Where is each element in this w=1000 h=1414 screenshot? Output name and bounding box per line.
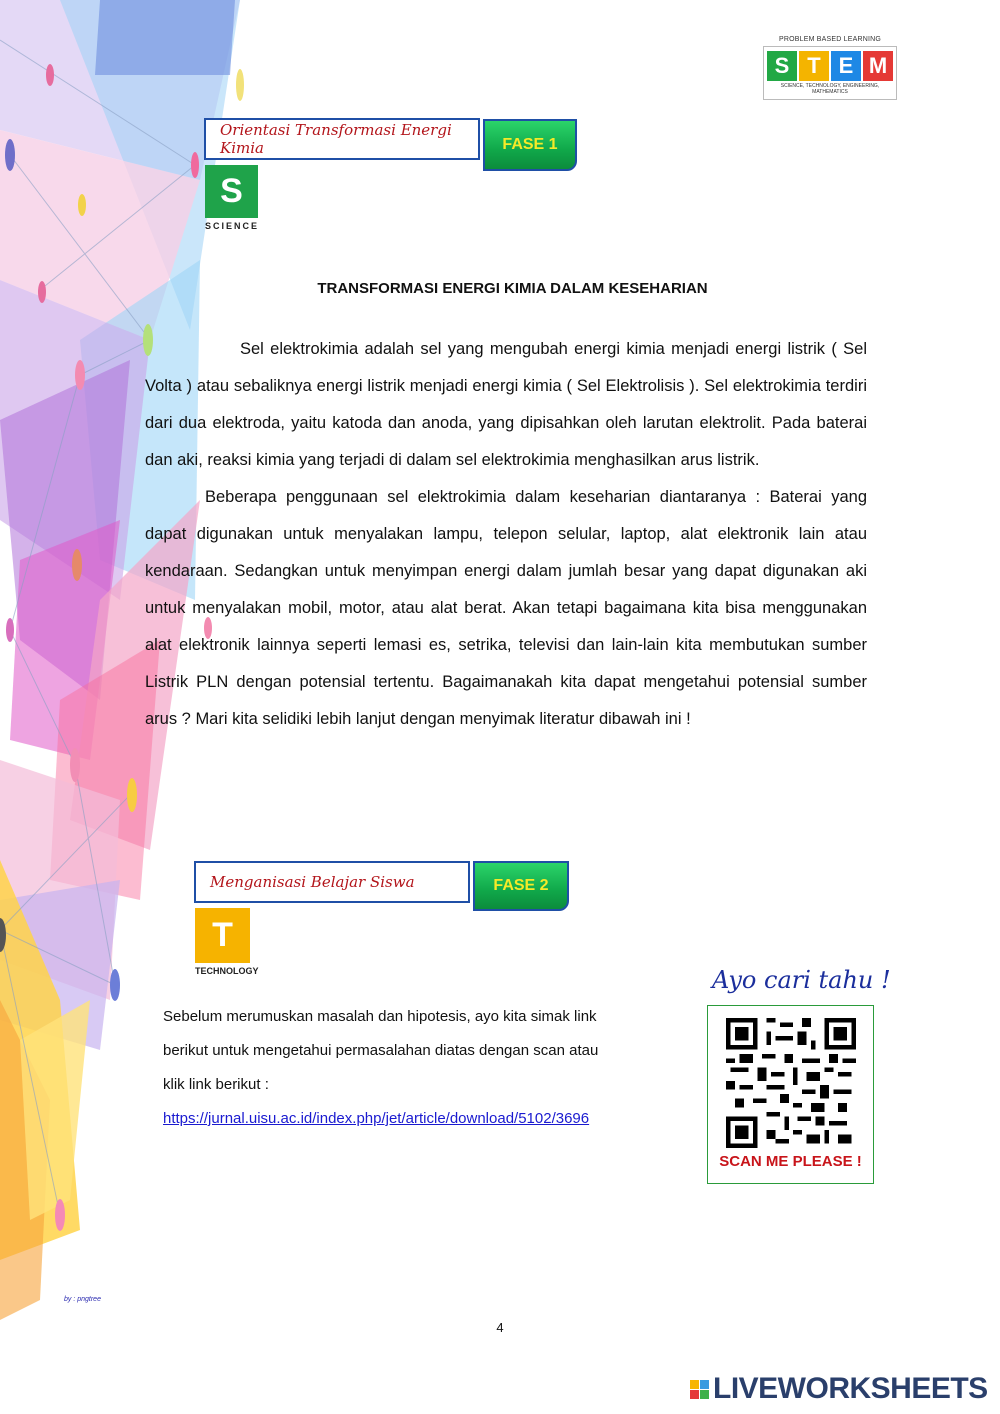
paragraph-2: Beberapa penggunaan sel elektrokimia dalam keseharian diantaranya : Baterai yang dapat digunakan untuk menyalakan lampu, telepon selular, laptop, alat elektronik lain atau kendaraan. Sedangkan untuk menyimpan energi dalam jumlah besar yang dapat digunakan aki untuk menyalakan mobil, motor, atau alat berat. Akan tetapi bagaimana kita bisa menggunakan alat elektronik lainnya seperti lemasi es, setrika, televisi dan lain-lain kita membutukan sumber Listrik PLN dengan potensial tertentu. Bagaimanakah kita dapat mengetahui potensial sumber arus ? Mari kita selidiki lebih lanjut dengan menyimak literatur dibawah ini !	[145, 488, 867, 728]
image-credit: by : pngtree	[64, 1296, 101, 1303]
link-text-line-1: Sebelum merumuskan masalah dan hipotesis, ayo kita simak link	[163, 1008, 597, 1025]
body-text	[145, 331, 867, 738]
science-icon: S	[205, 165, 258, 218]
article-link[interactable]: https://jurnal.uisu.ac.id/index.php/jet/article/download/5102/3696	[163, 1110, 590, 1127]
qr-code-icon	[726, 1018, 856, 1148]
liveworksheets-brand[interactable]	[690, 1372, 988, 1406]
liveworksheets-logo-icon	[690, 1380, 709, 1399]
stem-logo-letters	[764, 47, 896, 81]
stem-letter-e: E	[831, 51, 861, 81]
technology-icon: T	[195, 908, 250, 963]
phase1-title: Orientasi Transformasi Energi Kimia	[204, 118, 480, 160]
technology-icon-caption: TECHNOLOGY	[195, 966, 259, 976]
stem-letter-s: S	[767, 51, 797, 81]
page-number: 4	[496, 1320, 504, 1335]
link-section	[163, 1000, 683, 1136]
link-text-line-2: berikut untuk mengetahui permasalahan diatas dengan scan atau	[163, 1042, 599, 1059]
scan-me-caption: SCAN ME PLEASE !	[719, 1153, 862, 1170]
stem-letter-t: T	[799, 51, 829, 81]
stem-logo-subtitle: SCIENCE, TECHNOLOGY, ENGINEERING, MATHEMATICS	[780, 83, 880, 95]
qr-title: Ayo cari tahu !	[712, 966, 891, 994]
phase1-badge: FASE 1	[483, 119, 577, 171]
science-icon-caption: SCIENCE	[205, 221, 260, 231]
phase2-title: Menganisasi Belajar Siswa	[194, 861, 470, 903]
stem-logo	[763, 36, 897, 102]
stem-logo-box	[763, 46, 897, 100]
phase2-badge: FASE 2	[473, 861, 569, 911]
stem-letter-m: M	[863, 51, 893, 81]
link-text-line-3: klik link berikut :	[163, 1076, 269, 1093]
liveworksheets-brand-text: LIVEWORKSHEETS	[713, 1372, 988, 1405]
section-heading: TRANSFORMASI ENERGI KIMIA DALAM KESEHARIAN	[317, 280, 708, 297]
stem-logo-top-text: PROBLEM BASED LEARNING	[778, 36, 882, 43]
paragraph-1: Sel elektrokimia adalah sel yang mengubah energi kimia menjadi energi listrik ( Sel Volta ) atau sebaliknya energi listrik menjadi energi kimia ( Sel Elektrolisis ). Sel elektrokimia terdiri dari dua elektroda, yaitu katoda dan anoda, yang dipisahkan oleh larutan elektrolit. Pada baterai dan aki, reaksi kimia yang terjadi di dalam sel elektrokimia menghasilkan arus listrik.	[145, 340, 867, 469]
